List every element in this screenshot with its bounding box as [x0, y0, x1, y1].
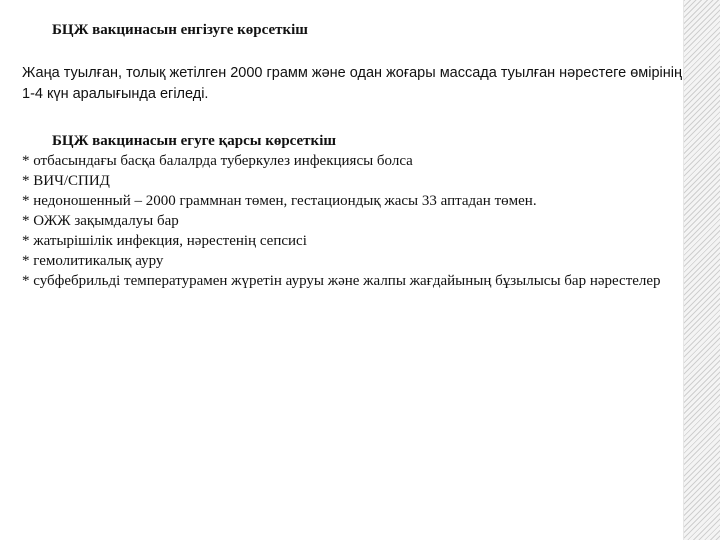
slide-content: [22, 20, 682, 291]
list-item: * ВИЧ/СПИД: [22, 173, 110, 189]
list-item: * отбасындағы басқа балалрда туберкулез инфекциясы болса: [22, 153, 413, 169]
list-item: * гемолитикалық ауру: [22, 253, 164, 269]
indications-heading: БЦЖ вакцинасын енгізуге көрсеткіш: [52, 22, 308, 38]
list-item: * субфебрильді температурамен жүретін ауруы және жалпы жағдайының бұзылысы бар нәрестелер: [22, 273, 661, 289]
list-item: * недоношенный – 2000 граммнан төмен, гестациондық жасы 33 аптадан төмен.: [22, 193, 537, 209]
contraindications-list: [22, 151, 682, 291]
decorative-stripe: [683, 0, 720, 540]
indications-text: Жаңа туылған, толық жетілген 2000 грамм және одан жоғары массада туылған нәрестеге өмірінің 1-4 күн аралығында егіледі.: [22, 65, 683, 102]
contraindications-heading: БЦЖ вакцинасын егуге қарсы көрсеткіш: [52, 133, 337, 149]
spacer: [22, 105, 682, 131]
list-item: * жатырішілік инфекция, нәрестенің сепсисі: [22, 233, 307, 249]
spacer: [22, 40, 682, 63]
list-item: * ОЖЖ зақымдалуы бар: [22, 213, 179, 229]
